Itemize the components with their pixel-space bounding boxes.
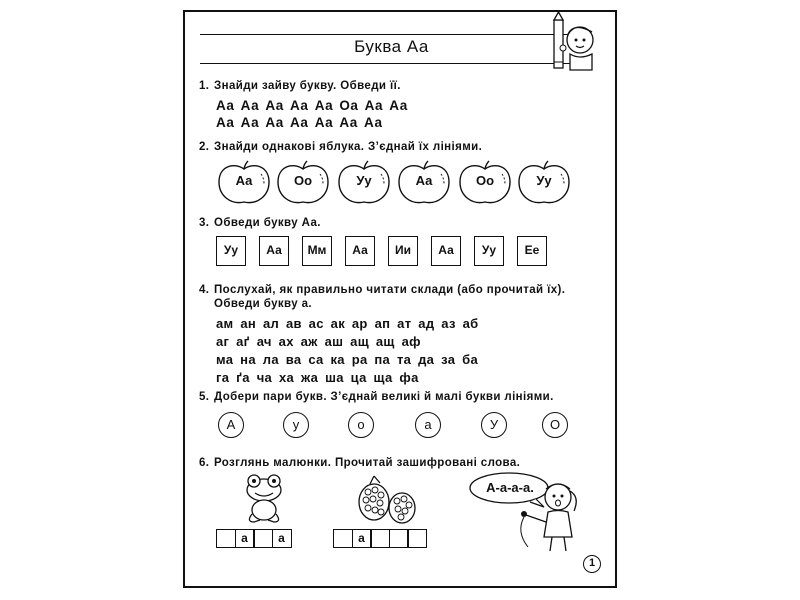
task-1-letters-row-2[interactable]: Аа Аа Аа Аа Аа Аа Аа — [216, 115, 383, 130]
task-6-number: 6. — [199, 457, 210, 469]
frog-picture — [240, 472, 288, 524]
task-3-letter: Аа. — [301, 217, 321, 229]
task-1-text: Знайди зайву букву. Обведи її. — [214, 80, 401, 92]
kid-with-pencil-icon — [548, 14, 600, 72]
letter-circle-5[interactable]: У — [481, 412, 507, 438]
page-number: 1 — [583, 555, 601, 573]
letter-cell[interactable] — [407, 529, 427, 548]
task-3-text: Обведи букву — [214, 217, 302, 229]
letter-box-1[interactable]: Уу — [216, 236, 246, 266]
apple-5[interactable] — [457, 160, 513, 211]
letter-box-3[interactable]: Мм — [302, 236, 332, 266]
letter-circle-1[interactable]: А — [218, 412, 244, 438]
letter-box-2[interactable]: Аа — [259, 236, 289, 266]
task-4-text-2: Обведи букву — [214, 298, 302, 310]
task-1-number: 1. — [199, 80, 210, 92]
letter-circle-4[interactable]: а — [415, 412, 441, 438]
apple-label: Уу — [356, 173, 372, 188]
letter-box-8[interactable]: Ее — [517, 236, 547, 266]
apple-3[interactable] — [336, 160, 392, 211]
letter-circle-2[interactable]: у — [283, 412, 309, 438]
apple-label: Аа — [235, 173, 253, 188]
letter-box-5[interactable]: Ии — [388, 236, 418, 266]
syllables-row-3[interactable]: ма на ла ва са ка ра па та да за ба — [216, 352, 478, 367]
letter-circle-6[interactable]: О — [542, 412, 568, 438]
task-5-instruction — [199, 391, 554, 403]
task-4-instruction — [199, 284, 565, 296]
task-6-text: Розглянь малюнки. Прочитай зашифровані слова. — [214, 457, 521, 469]
syllables-row-1[interactable]: ам ан ал ав ас ак ар ап ат ад аз аб — [216, 316, 479, 331]
title-top-rule — [200, 34, 583, 35]
task-4-number: 4. — [199, 284, 210, 296]
apple-label: Оо — [475, 173, 495, 188]
apple-1[interactable] — [216, 160, 272, 211]
letter-box-7[interactable]: Уу — [474, 236, 504, 266]
letter-cell[interactable]: а — [352, 529, 372, 548]
task-4-instruction-line-2 — [199, 298, 312, 310]
letter-cell[interactable] — [333, 529, 353, 548]
apple-label: Оо — [293, 173, 313, 188]
letter-circle-3[interactable]: о — [348, 412, 374, 438]
word-2-cells — [333, 529, 427, 548]
syllables-row-2[interactable]: аг аґ ач ах аж аш ащ ащ аф — [216, 334, 421, 349]
letter-box-6[interactable]: Аа — [431, 236, 461, 266]
letter-cell[interactable]: а — [235, 529, 255, 548]
task-4-text-1: Послухай, як правильно читати склади (або прочитай їх). — [214, 284, 566, 296]
task-1-letters-row-1[interactable]: Аа Аа Аа Аа Аа Оа Аа Аа — [216, 98, 408, 113]
task-3-number: 3. — [199, 217, 210, 229]
page-title: Буква Аа — [354, 37, 429, 56]
letter-cell[interactable] — [370, 529, 390, 548]
task-2-text: Знайди однакові яблука. З’єднай їх лініями. — [214, 141, 483, 153]
task-1-instruction — [199, 80, 401, 92]
task-2-number: 2. — [199, 141, 210, 153]
apple-4[interactable] — [396, 160, 452, 211]
letter-cell[interactable] — [389, 529, 409, 548]
task-5-text: Добери пари букв. З’єднай великі й малі букви лініями. — [214, 391, 554, 403]
letter-box-4[interactable]: Аа — [345, 236, 375, 266]
apple-2[interactable] — [275, 160, 331, 211]
letter-cell[interactable]: а — [272, 529, 292, 548]
task-5-number: 5. — [199, 391, 210, 403]
title-bottom-rule — [200, 63, 583, 64]
task-4-letter: а. — [301, 298, 313, 310]
raspberries-picture — [356, 474, 420, 524]
syllables-row-4[interactable]: га ґа ча ха жа ша ца ща фа — [216, 370, 419, 385]
apple-6[interactable] — [516, 160, 572, 211]
letter-cell[interactable] — [216, 529, 236, 548]
letter-cell[interactable] — [253, 529, 273, 548]
speech-bubble-text: А-а-а-а. — [486, 480, 534, 495]
task-3-instruction — [199, 217, 321, 229]
apple-label: Аа — [415, 173, 433, 188]
word-1-cells — [216, 529, 292, 548]
task-2-instruction — [199, 141, 482, 153]
apple-label: Уу — [536, 173, 552, 188]
